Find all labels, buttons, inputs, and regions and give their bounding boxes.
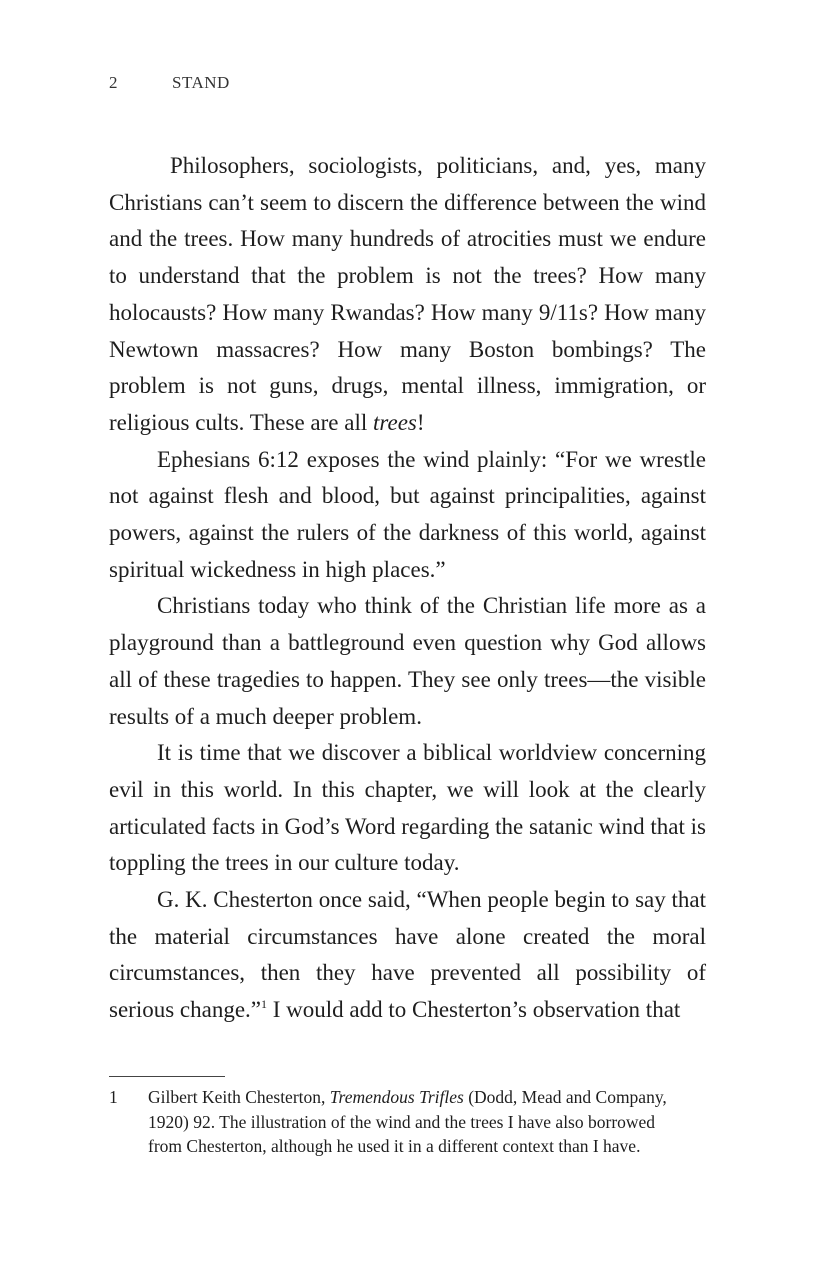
emphasis-trees: trees: [373, 409, 417, 435]
paragraph-4: It is time that we discover a biblical worldview concerning evil in this world. In this chapter, we will look at the clearly articulated facts in God’s Word regarding the satanic wind that is toppling the trees in our culture today.: [109, 740, 706, 876]
running-title: STAND: [172, 73, 230, 92]
footnote-number: 1: [109, 1087, 118, 1107]
paragraph-3: Christians today who think of the Christian life more as a playground than a battleground even question why God allows all of these tragedies to happen. They see only trees—the visible results of a much deeper problem.: [109, 593, 706, 729]
body-text: [109, 148, 706, 1029]
footnote-book-title: Tremendous Trifles: [329, 1087, 464, 1107]
footnote-reference[interactable]: 1: [261, 997, 267, 1012]
footnote: [109, 1085, 669, 1159]
paragraph-5: G. K. Chesterton once said, “When people begin to say that the material circumstances have alone created the moral circumstances, then they have prevented all possibility of serious change.”$^1$ I would add to Chesterton’s observation that: [109, 887, 706, 1023]
running-header: [109, 73, 230, 93]
footnote-divider: [109, 1076, 225, 1077]
footnote-text: Gilbert Keith Chesterton, Tremendous Trifles (Dodd, Mead and Company, 1920) 92. The illustration of the wind and the trees I have also borrowed from Chesterton, although he used it in a different context than I have.: [148, 1087, 667, 1156]
paragraph-1: Philosophers, sociologists, politicians, and, yes, many Christians can’t seem to discern the difference between the wind and the trees. How many hundreds of atrocities must we endure to understand that the problem is not the trees? How many holocausts? How many Rwandas? How many 9/11s? How many Newtown massacres? How many Boston bombings? The problem is not guns, drugs, mental illness, immigration, or religious cults. These are all trees!: [109, 153, 706, 435]
paragraph-2: Ephesians 6:12 exposes the wind plainly: “For we wrestle not against flesh and blood, but against principalities, against powers, against the rulers of the darkness of this world, against spiritual wickedness in high places.”: [109, 446, 706, 582]
page-number: 2: [109, 73, 118, 92]
